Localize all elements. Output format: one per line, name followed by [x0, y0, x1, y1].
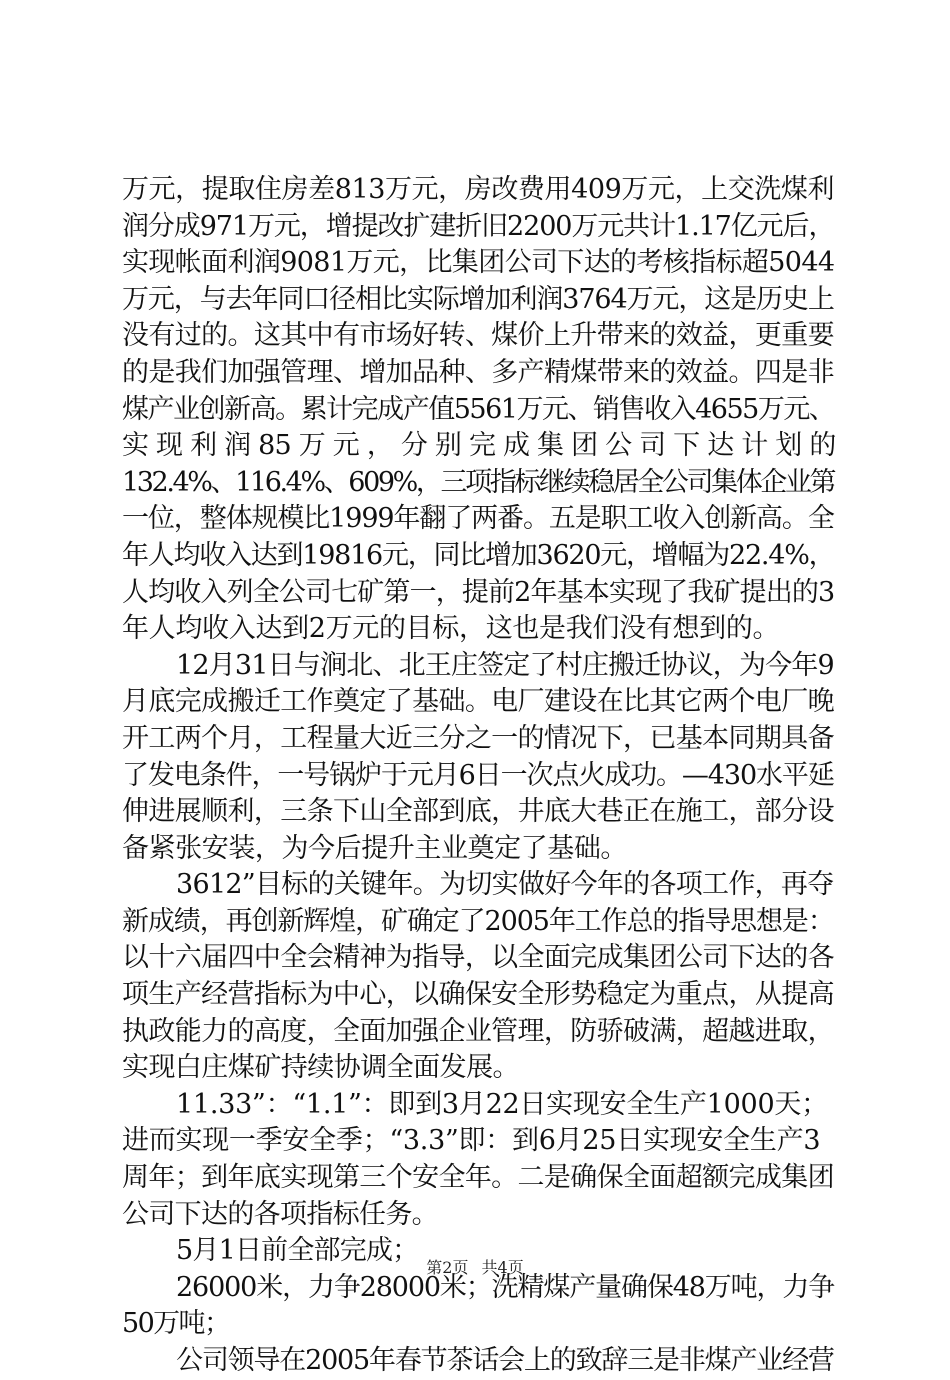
- text-line: 3612”目标的关键年。为切实做好今年的各项工作，再夺: [176, 869, 834, 901]
- text-line: 伸进展顺利，三条下山全部到底，井底大巷正在施工，部分设: [122, 796, 834, 828]
- text-line: 132.4%、116.4%、609%，三项指标继续稳居全公司集体企业第: [122, 466, 835, 498]
- text-line: 50万吨；: [122, 1308, 230, 1340]
- text-line: 新成绩，再创新辉煌，矿确定了2005年工作总的指导思想是：: [122, 905, 834, 937]
- text-line: 月底完成搬迁工作奠定了基础。电厂建设在比其它两个电厂晚: [122, 686, 834, 718]
- text-line: 周年；到年底实现第三个安全年。二是确保全面超额完成集团: [122, 1162, 834, 1194]
- text-line: 5月1日前全部完成；: [176, 1235, 419, 1267]
- text-line: 润分成971万元，增提改扩建折旧2200万元共计1.17亿元后，: [122, 210, 835, 242]
- text-line: 年人均收入达到19816元，同比增加3620元，增幅为22.4%，: [122, 539, 835, 571]
- text-line: 项生产经营指标为中心，以确保安全形势稳定为重点，从提高: [122, 979, 834, 1011]
- text-line: 万元，与去年同口径相比实际增加利润3764万元，这是历史上: [122, 283, 834, 315]
- text-line: 煤产业创新高。累计完成产值5561万元、销售收入4655万元、: [122, 393, 835, 425]
- text-line: 没有过的。这其中有市场好转、煤价上升带来的效益，更重要: [122, 320, 834, 352]
- paragraph: [122, 1087, 842, 1233]
- text-line: 实现白庄煤矿持续协调全面发展。: [122, 1052, 519, 1084]
- paragraph: [122, 1270, 842, 1343]
- text-line: 一位，整体规模比1999年翻了两番。五是职工收入创新高。全: [122, 503, 834, 535]
- text-line: 公司领导在2005年春节茶话会上的致辞三是非煤产业经营: [176, 1345, 834, 1376]
- text-line: 实 现 利 润 85 万 元 ， 分 别 完 成 集 团 公 司 下 达 计 划 的: [122, 430, 836, 462]
- text-line: 26000米，力争28000米；洗精煤产量确保48万吨，力争: [176, 1271, 835, 1303]
- text-line: 实现帐面利润9081万元，比集团公司下达的考核指标超5044: [122, 247, 835, 279]
- text-line: 12月31日与涧北、北王庄签定了村庄搬迁协议，为今年9: [176, 649, 834, 681]
- paragraph: [122, 867, 842, 1087]
- text-line: 开工两个月，工程量大近三分之一的情况下，已基本同期具备: [122, 722, 834, 754]
- paragraph: [122, 648, 842, 868]
- paragraph: [122, 172, 842, 648]
- text-line: 以十六届四中全会精神为指导，以全面完成集团公司下达的各: [122, 942, 834, 974]
- page-footer: [0, 1255, 950, 1278]
- text-line: 的是我们加强管理、增加品种、多产精煤带来的效益。四是非: [122, 356, 834, 388]
- text-line: 执政能力的高度，全面加强企业管理，防骄破满，超越进取，: [122, 1015, 834, 1047]
- text-line: 公司下达的各项指标任务。: [122, 1198, 438, 1230]
- text-line: 人均收入列全公司七矿第一，提前2年基本实现了我矿提出的3: [122, 576, 835, 608]
- page-total: 共4页: [481, 1258, 524, 1277]
- page-number: 第2页: [426, 1258, 469, 1277]
- paragraph: [122, 1343, 842, 1380]
- text-line: 万元，提取住房差813万元，房改费用409万元，上交洗煤利: [122, 174, 835, 205]
- text-line: 11.33”：“1.1”：即到3月22日实现安全生产1000天；: [176, 1088, 828, 1120]
- document-body: [122, 172, 842, 1380]
- text-line: 进而实现一季安全季；“3.3”即：到6月25日实现安全生产3: [122, 1125, 821, 1157]
- text-line: 年人均收入达到2万元的目标，这也是我们没有想到的。: [122, 613, 780, 645]
- text-line: 了发电条件，一号锅炉于元月6日一次点火成功。—430水平延: [122, 759, 834, 791]
- text-line: 备紧张安装，为今后提升主业奠定了基础。: [122, 832, 627, 864]
